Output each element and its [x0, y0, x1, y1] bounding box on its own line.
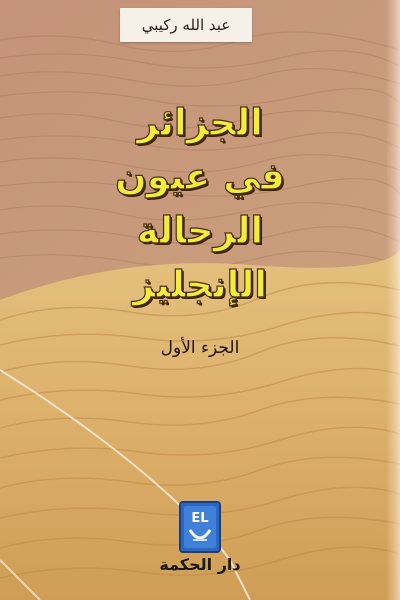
volume-label: الجزء الأول [160, 338, 240, 358]
publisher-name: دار الحكمة [159, 555, 241, 574]
publisher-logo-text: EL [191, 511, 209, 526]
publisher-logo-icon [178, 500, 222, 554]
title-line-3: الإنجليز [132, 263, 268, 306]
title-line-1: الجزائر [137, 101, 263, 144]
author-name: عبد الله ركيبي [141, 16, 231, 34]
author-label-box [120, 8, 252, 42]
book-title [60, 96, 340, 312]
cover-edge-highlight [386, 0, 400, 600]
title-line-2: في عيون الرحالة [115, 155, 285, 252]
